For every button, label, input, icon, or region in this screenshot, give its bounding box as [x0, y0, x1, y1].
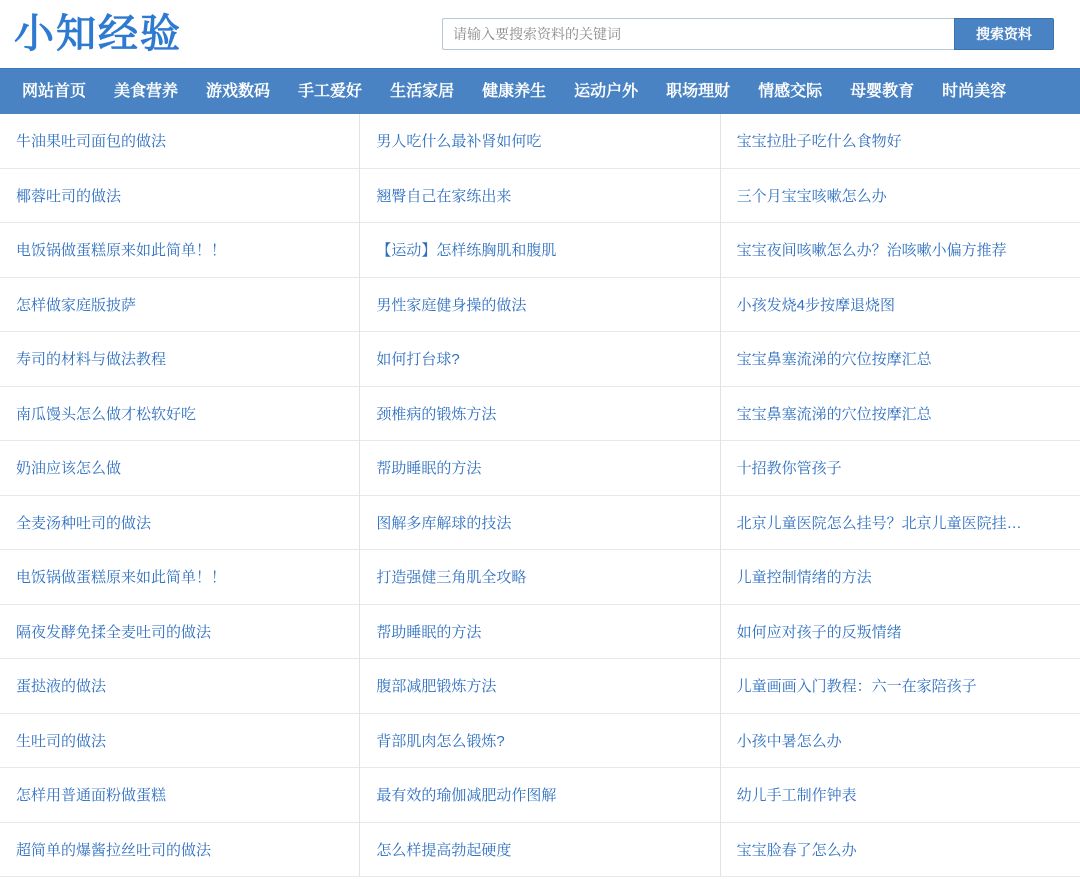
list-item[interactable]: [721, 114, 1080, 169]
article-link[interactable]: 奶油应该怎么做: [16, 460, 122, 478]
list-item[interactable]: [360, 278, 719, 333]
article-link[interactable]: 背部肌肉怎么锻炼?: [376, 732, 505, 750]
article-columns: [0, 114, 1080, 877]
list-item[interactable]: [0, 332, 359, 387]
article-link[interactable]: 十招教你管孩子: [736, 460, 842, 478]
article-column-3: [721, 114, 1080, 877]
site-header: [0, 0, 1080, 68]
list-item[interactable]: [721, 387, 1080, 442]
article-link[interactable]: 寿司的材料与做法教程: [16, 351, 167, 369]
list-item[interactable]: [0, 605, 359, 660]
article-link[interactable]: 北京儿童医院怎么挂号？北京儿童医院挂…: [736, 514, 1022, 532]
list-item[interactable]: [0, 223, 359, 278]
article-link[interactable]: 帮助睡眠的方法: [376, 623, 482, 641]
article-link[interactable]: 如何应对孩子的反叛情绪: [736, 623, 902, 641]
article-link[interactable]: 最有效的瑜伽减肥动作图解: [376, 787, 557, 805]
article-link[interactable]: 宝宝鼻塞流涕的穴位按摩汇总: [736, 351, 932, 369]
list-item[interactable]: [721, 823, 1080, 878]
list-item[interactable]: [721, 278, 1080, 333]
nav-item-living[interactable]: 生活家居: [390, 82, 455, 100]
article-link[interactable]: 电饭锅做蛋糕原来如此简单！！: [16, 569, 227, 587]
list-item[interactable]: [360, 223, 719, 278]
list-item[interactable]: [0, 496, 359, 551]
article-link[interactable]: 电饭锅做蛋糕原来如此简单！！: [16, 242, 227, 260]
article-link[interactable]: 【运动】怎样练胸肌和腹肌: [376, 242, 557, 260]
article-link[interactable]: 宝宝脸春了怎么办: [736, 841, 857, 859]
list-item[interactable]: [360, 441, 719, 496]
article-link[interactable]: 宝宝夜间咳嗽怎么办？治咳嗽小偏方推荐: [736, 242, 1007, 260]
nav-item-handcraft[interactable]: 手工爱好: [298, 82, 363, 100]
search-button[interactable]: 搜索资料: [954, 18, 1054, 50]
list-item[interactable]: [721, 169, 1080, 224]
list-item[interactable]: [360, 169, 719, 224]
list-item[interactable]: [360, 387, 719, 442]
article-link[interactable]: 小孩中暑怎么办: [736, 732, 842, 750]
list-item[interactable]: [721, 332, 1080, 387]
search-input[interactable]: [442, 18, 954, 50]
list-item[interactable]: [0, 714, 359, 769]
nav-item-career[interactable]: 职场理财: [666, 82, 731, 100]
article-link[interactable]: 儿童画画入门教程：六一在家陪孩子: [736, 678, 977, 696]
article-link[interactable]: 宝宝鼻塞流涕的穴位按摩汇总: [736, 405, 932, 423]
list-item[interactable]: [721, 659, 1080, 714]
nav-item-food[interactable]: 美食营养: [114, 82, 179, 100]
article-link[interactable]: 怎样做家庭版披萨: [16, 296, 137, 314]
nav-item-fashion[interactable]: 时尚美容: [942, 82, 1007, 100]
article-link[interactable]: 小孩发烧4步按摩退烧图: [736, 296, 895, 314]
article-link[interactable]: 腹部减肥锻炼方法: [376, 678, 497, 696]
list-item[interactable]: [360, 114, 719, 169]
main-navigation: [0, 68, 1080, 114]
nav-item-games[interactable]: 游戏数码: [206, 82, 271, 100]
article-link[interactable]: 打造强健三角肌全攻略: [376, 569, 527, 587]
article-link[interactable]: 翘臀自己在家练出来: [376, 187, 512, 205]
list-item[interactable]: [360, 823, 719, 878]
list-item[interactable]: [0, 114, 359, 169]
article-link[interactable]: 生吐司的做法: [16, 732, 107, 750]
article-link[interactable]: 儿童控制情绪的方法: [736, 569, 872, 587]
list-item[interactable]: [721, 605, 1080, 660]
list-item[interactable]: [0, 768, 359, 823]
nav-item-sports[interactable]: 运动户外: [574, 82, 639, 100]
list-item[interactable]: [0, 659, 359, 714]
list-item[interactable]: [0, 278, 359, 333]
list-item[interactable]: [721, 441, 1080, 496]
list-item[interactable]: [0, 387, 359, 442]
article-link[interactable]: 隔夜发酵免揉全麦吐司的做法: [16, 623, 212, 641]
article-link[interactable]: 怎么样提高勃起硬度: [376, 841, 512, 859]
list-item[interactable]: [0, 441, 359, 496]
list-item[interactable]: [360, 332, 719, 387]
list-item[interactable]: [360, 605, 719, 660]
nav-item-home[interactable]: 网站首页: [22, 82, 87, 100]
list-item[interactable]: [0, 550, 359, 605]
article-link[interactable]: 全麦汤种吐司的做法: [16, 514, 152, 532]
article-link[interactable]: 图解多库解球的技法: [376, 514, 512, 532]
list-item[interactable]: [360, 768, 719, 823]
article-link[interactable]: 男性家庭健身操的做法: [376, 296, 527, 314]
article-link[interactable]: 颈椎病的锻炼方法: [376, 405, 497, 423]
article-link[interactable]: 牛油果吐司面包的做法: [16, 133, 167, 151]
nav-item-emotion[interactable]: 情感交际: [758, 82, 823, 100]
article-link[interactable]: 超简单的爆酱拉丝吐司的做法: [16, 841, 212, 859]
article-link[interactable]: 男人吃什么最补肾如何吃: [376, 133, 542, 151]
list-item[interactable]: [360, 550, 719, 605]
list-item[interactable]: [0, 169, 359, 224]
list-item[interactable]: [360, 496, 719, 551]
article-column-2: [360, 114, 720, 877]
article-link[interactable]: 幼儿手工制作钟表: [736, 787, 857, 805]
article-link[interactable]: 怎样用普通面粉做蛋糕: [16, 787, 167, 805]
list-item[interactable]: [721, 550, 1080, 605]
article-link[interactable]: 宝宝拉肚子吃什么食物好: [736, 133, 902, 151]
article-link[interactable]: 三个月宝宝咳嗽怎么办: [736, 187, 887, 205]
list-item[interactable]: [360, 659, 719, 714]
nav-item-health[interactable]: 健康养生: [482, 82, 547, 100]
article-column-1: [0, 114, 360, 877]
site-logo[interactable]: 小知经验: [14, 11, 182, 57]
article-link[interactable]: 蛋挞液的做法: [16, 678, 107, 696]
article-link[interactable]: 南瓜馒头怎么做才松软好吃: [16, 405, 197, 423]
list-item[interactable]: [360, 714, 719, 769]
list-item[interactable]: [721, 768, 1080, 823]
article-link[interactable]: 帮助睡眠的方法: [376, 460, 482, 478]
article-link[interactable]: 椰蓉吐司的做法: [16, 187, 122, 205]
nav-item-parenting[interactable]: 母婴教育: [850, 82, 915, 100]
search-area: [442, 18, 1062, 50]
list-item[interactable]: [721, 496, 1080, 551]
list-item[interactable]: [721, 223, 1080, 278]
article-link[interactable]: 如何打台球?: [376, 351, 460, 369]
list-item[interactable]: [0, 823, 359, 878]
list-item[interactable]: [721, 714, 1080, 769]
